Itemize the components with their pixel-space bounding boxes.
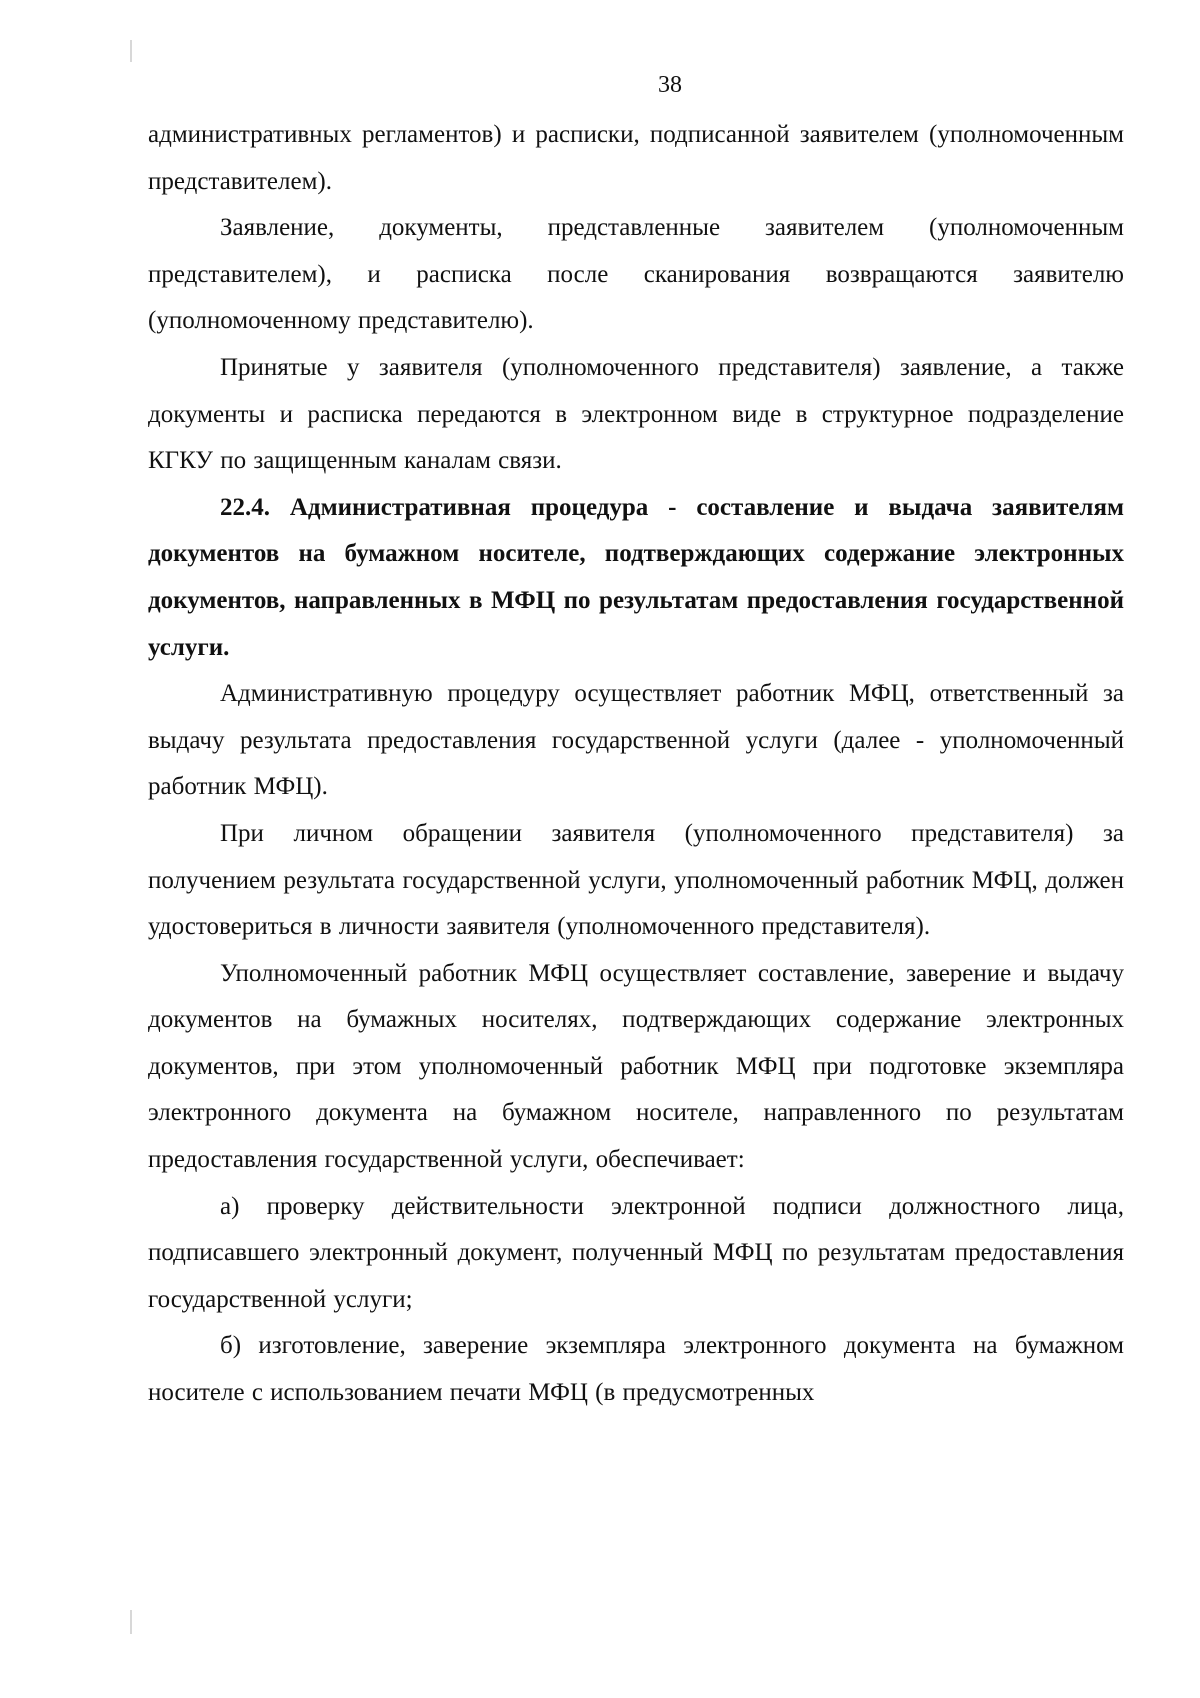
list-item: а) проверку действительности электронной подписи должностного лица, подписавшего электронный документ, полученный МФЦ по результатам предоставления государственной услуги; bbox=[148, 1192, 1124, 1313]
paragraph: Заявление, документы, представленные заявителем (уполномоченным представителем), и расписка после сканирования возвращаются заявителю (уполномоченному представителю). bbox=[148, 214, 1124, 335]
paragraph: Административную процедуру осуществляет работник МФЦ, ответственный за выдачу результата предоставления государственной услуги (далее - уполномоченный работник МФЦ). bbox=[148, 680, 1124, 801]
document-body bbox=[148, 112, 1124, 1417]
section-heading: 22.4. Административная процедура - составление и выдача заявителям документов на бумажном носителе, подтверждающих содержание электронных документов, направленных в МФЦ по результатам предоставления государственной услуги. bbox=[148, 493, 1124, 661]
scan-artifact bbox=[130, 1610, 132, 1634]
page-number: 38 bbox=[658, 72, 682, 98]
paragraph: Принятые у заявителя (уполномоченного представителя) заявление, а также документы и расписка передаются в электронном виде в структурное подразделение КГКУ по защищенным каналам связи. bbox=[148, 353, 1124, 475]
scan-artifact bbox=[130, 40, 132, 62]
paragraph: При личном обращении заявителя (уполномоченного представителя) за получением результата государственной услуги, уполномоченный работник МФЦ, должен удостовериться в личности заявителя (уполномоченного представителя). bbox=[148, 819, 1124, 941]
paragraph: административных регламентов) и расписки, подписанной заявителем (уполномоченным представителем). bbox=[148, 121, 1124, 195]
paragraph: Уполномоченный работник МФЦ осуществляет составление, заверение и выдачу документов на бумажных носителях, подтверждающих содержание электронных документов, при этом уполномоченный работник МФЦ при подготовке экземпляра электронного документа на бумажном носителе, направленного по результатам предоставления государственной услуги, обеспечивает: bbox=[148, 959, 1124, 1174]
list-item: б) изготовление, заверение экземпляра электронного документа на бумажном носителе с использованием печати МФЦ (в предусмотренных bbox=[148, 1332, 1124, 1407]
